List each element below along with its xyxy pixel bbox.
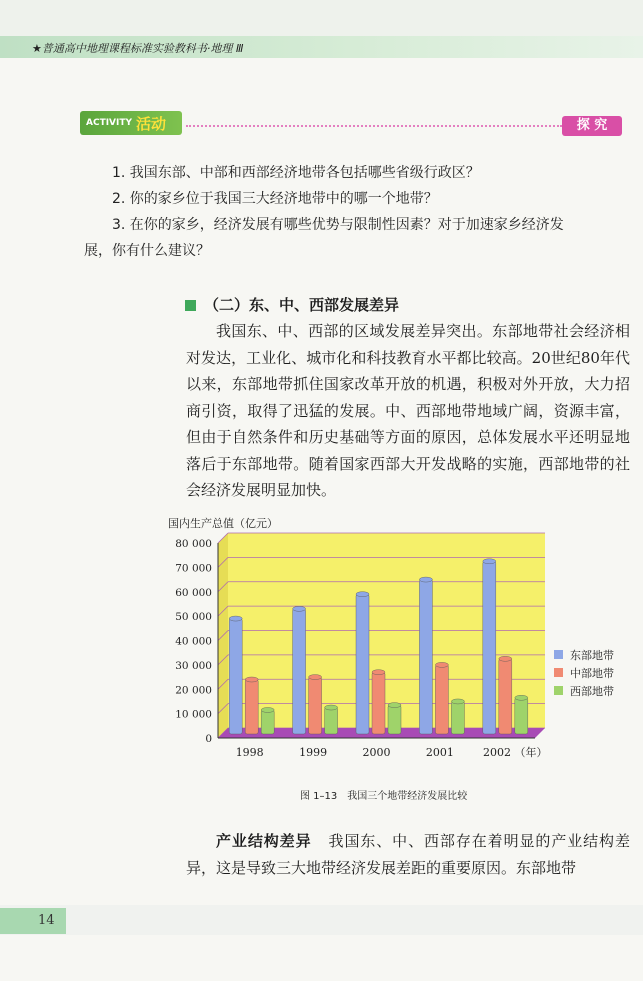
legend-label-东部地带: 东部地带 [570, 649, 614, 662]
y-tick-label: 40 000 [175, 635, 212, 648]
x-tick-label: 1999 [299, 746, 328, 759]
bottom-term: 产业结构差异 [216, 832, 312, 850]
bar-东部地带-1999 [293, 609, 306, 734]
explore-tag: 探 究 [562, 116, 622, 136]
y-tick-label: 30 000 [175, 659, 212, 672]
question-1: 1. 我国东部、中部和西部经济地带各包括哪些省级行政区？ [112, 165, 480, 181]
y-tick-label: 70 000 [175, 562, 212, 575]
activity-badge-cn: 活动 [136, 114, 167, 133]
book-title: ★普通高中地理课程标准实验教科书·地理 Ⅲ [32, 42, 244, 55]
x-tick-label: 2001 [425, 746, 454, 759]
bottom-paragraph [186, 828, 630, 882]
bar-中部地带-2001 [435, 665, 448, 734]
bar-西部地带-2002 [515, 698, 528, 734]
y-tick-label: 80 000 [175, 538, 212, 550]
activity-badge-en: ACTIVITY [86, 118, 133, 128]
legend-swatch-中部地带 [554, 668, 563, 677]
legend-label-中部地带: 中部地带 [570, 667, 614, 680]
bar-东部地带-2000 [356, 594, 369, 734]
section-body-text: 我国东、中、西部的区域发展差异突出。东部地带社会经济相对发达，工业化、城市化和科技教育水平都比较高。20世纪80年代以来，东部地带抓住国家改革开放的机遇，积极对外开放，大力招商引资，取得了迅猛的发展。中、西部地带地域广阔，资源丰富，但由于自然条件和历史基础等方面的原因，总体发展水平还明显地落后于东部地带。随着国家西部大开发战略的实施，西部地带的社会经济发展明显加快。 [186, 322, 630, 499]
legend-swatch-西部地带 [554, 686, 563, 695]
x-tick-label: 2000 [362, 746, 391, 759]
bar-东部地带-2002 [483, 561, 496, 734]
bar-西部地带-2001 [451, 701, 464, 734]
bar-top-中部地带-2001 [435, 662, 448, 667]
bar-top-西部地带-2000 [388, 703, 401, 708]
page-number-box [0, 908, 66, 934]
page-footer-strip [0, 905, 643, 935]
x-tick-label: 1998 [235, 746, 264, 759]
bar-top-西部地带-1998 [261, 707, 274, 712]
bar-西部地带-1998 [261, 710, 274, 734]
bar-top-东部地带-1998 [229, 616, 242, 621]
bar-中部地带-1999 [309, 677, 322, 734]
question-3: 3. 在你的家乡，经济发展有哪些优势与限制性因素？对于加速家乡经济发 [112, 217, 564, 233]
bar-中部地带-1998 [245, 680, 258, 735]
y-tick-label: 50 000 [175, 611, 212, 624]
section-heading-text: （二）东、中、西部发展差异 [204, 296, 400, 314]
x-tick-label: 2002 （年） [483, 746, 548, 759]
figure-caption [300, 787, 477, 802]
bar-top-东部地带-2002 [483, 559, 496, 564]
legend-label-西部地带: 西部地带 [570, 685, 614, 698]
bar-top-中部地带-1998 [245, 677, 258, 682]
bar-西部地带-1999 [325, 708, 338, 734]
bar-top-西部地带-2002 [515, 695, 528, 700]
y-tick-label: 20 000 [175, 684, 212, 697]
figure-number: 图 1–13 [300, 791, 338, 802]
bar-top-中部地带-1999 [309, 675, 322, 680]
bar-东部地带-1998 [229, 619, 242, 734]
legend-swatch-东部地带 [554, 650, 563, 659]
question-2: 2. 你的家乡位于我国三大经济地带中的哪一个地带？ [112, 191, 438, 207]
bar-top-东部地带-2001 [419, 577, 432, 582]
bar-top-中部地带-2002 [499, 656, 512, 661]
y-tick-label: 0 [205, 733, 212, 745]
bottom-text: 我国东、中、西部存在着明显的产业结构差异，这是导致三大地带经济发展差距的重要原因。东部地带 [186, 832, 630, 877]
question-3-cont: 展，你有什么建议？ [84, 243, 210, 259]
bar-中部地带-2002 [499, 659, 512, 734]
y-tick-label: 10 000 [175, 708, 212, 721]
bar-东部地带-2001 [419, 580, 432, 734]
figure-caption-text: 我国三个地带经济发展比较 [347, 791, 468, 802]
bar-西部地带-2000 [388, 705, 401, 734]
bar-top-东部地带-2000 [356, 592, 369, 597]
bar-top-东部地带-1999 [293, 606, 306, 611]
bar-top-西部地带-1999 [325, 705, 338, 710]
bar-top-中部地带-2000 [372, 670, 385, 675]
bar-top-西部地带-2001 [451, 699, 464, 704]
page-number: 14 [38, 913, 55, 928]
y-tick-label: 60 000 [175, 586, 212, 599]
bar-中部地带-2000 [372, 672, 385, 734]
y-axis-label: 国内生产总值（亿元） [168, 517, 278, 530]
